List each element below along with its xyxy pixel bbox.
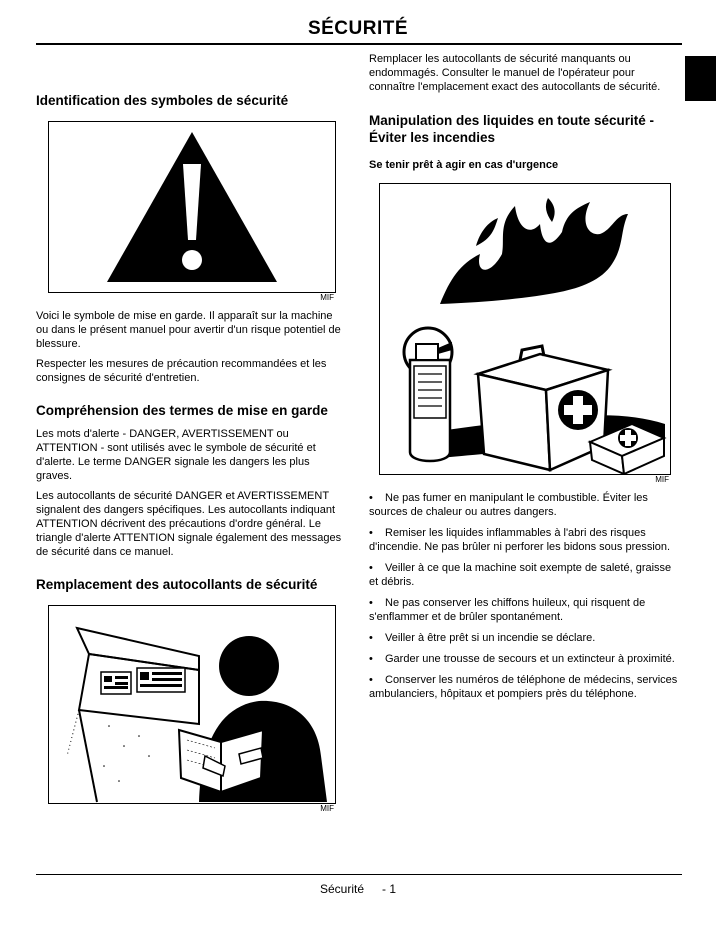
person-reading-manual-icon bbox=[49, 606, 335, 803]
figure-decal-replacement bbox=[48, 605, 336, 804]
bullet-icon: • bbox=[369, 632, 373, 644]
header-rule bbox=[36, 43, 682, 45]
page-title: SÉCURITÉ bbox=[307, 18, 409, 39]
figure-label: MIF bbox=[655, 475, 669, 484]
paragraph: Les autocollants de sécurité DANGER et AVERTISSEMENT signalent des dangers spécifiques. Les autocollants indiquant ATTENTION décrivent des précautions d'ordre général. Le triangle d'alerte ATTENTION signale également des messages de sécurité dans ce manuel. bbox=[36, 490, 342, 558]
right-column bbox=[369, 52, 682, 708]
list-item: • Veiller à être prêt si un incendie se déclare. bbox=[369, 632, 596, 644]
paragraph: Respecter les mesures de précaution recommandées et les consignes de sécurité d'entretien. bbox=[36, 358, 327, 384]
list-item: • Conserver les numéros de téléphone de médecins, services ambulanciers, hôpitaux et pompiers près du téléphone. bbox=[369, 674, 678, 700]
fire-safety-list bbox=[369, 491, 682, 701]
section-tab-marker bbox=[685, 56, 716, 101]
list-item: • Ne pas conserver les chiffons huileux, qui risquent de s'enflammer et de brûler spontanément. bbox=[369, 597, 646, 623]
bullet-icon: • bbox=[369, 527, 373, 539]
heading-safety-symbols: Identification des symboles de sécurité bbox=[36, 93, 289, 108]
list-item: • Ne pas fumer en manipulant le combustible. Éviter les sources de chaleur ou autres dangers. bbox=[369, 492, 648, 518]
list-item: • Veiller à ce que la machine soit exempte de saleté, graisse et débris. bbox=[369, 562, 672, 588]
heading-signal-words: Compréhension des termes de mise en garde bbox=[36, 403, 328, 418]
figure-label: MIF bbox=[320, 293, 334, 302]
subheading-emergency: Se tenir prêt à agir en cas d'urgence bbox=[369, 159, 559, 171]
bullet-icon: • bbox=[369, 562, 373, 574]
footer-rule bbox=[36, 874, 682, 875]
heading-fluids-safety: Manipulation des liquides en toute sécurité - Éviter les incendies bbox=[369, 113, 655, 145]
figure-fire-safety bbox=[379, 183, 671, 475]
fire-extinguisher-first-aid-icon bbox=[380, 184, 670, 474]
paragraph: Les mots d'alerte - DANGER, AVERTISSEMENT ou ATTENTION - sont utilisés avec le symbole de sécurité et d'alerte. Le terme DANGER signale les dangers les plus graves. bbox=[36, 428, 316, 482]
page-footer bbox=[0, 882, 716, 896]
warning-triangle-icon bbox=[49, 122, 335, 292]
paragraph: Remplacer les autocollants de sécurité manquants ou endommagés. Consulter le manuel de l'opérateur pour connaître l'emplacement exact des autocollants de sécurité. bbox=[369, 53, 661, 93]
figure-label: MIF bbox=[320, 804, 334, 813]
left-column bbox=[36, 58, 346, 814]
paragraph: Voici le symbole de mise en garde. Il apparaît sur la machine ou dans le présent manuel pour avertir d'un risque potentiel de blessure. bbox=[36, 310, 341, 350]
list-item: • Remiser les liquides inflammables à l'abri des risques d'incendie. Ne pas brûler ni perforer les bidons sous pression. bbox=[369, 527, 671, 553]
heading-replace-decals: Remplacement des autocollants de sécurité bbox=[36, 577, 318, 592]
bullet-icon: • bbox=[369, 492, 373, 504]
bullet-icon: • bbox=[369, 653, 373, 665]
figure-warning-symbol bbox=[48, 121, 336, 293]
bullet-icon: • bbox=[369, 674, 373, 686]
bullet-icon: • bbox=[369, 597, 373, 609]
page-number: - 1 bbox=[382, 882, 397, 896]
footer-section: Sécurité bbox=[319, 882, 364, 896]
list-item: • Garder une trousse de secours et un extincteur à proximité. bbox=[369, 653, 675, 665]
